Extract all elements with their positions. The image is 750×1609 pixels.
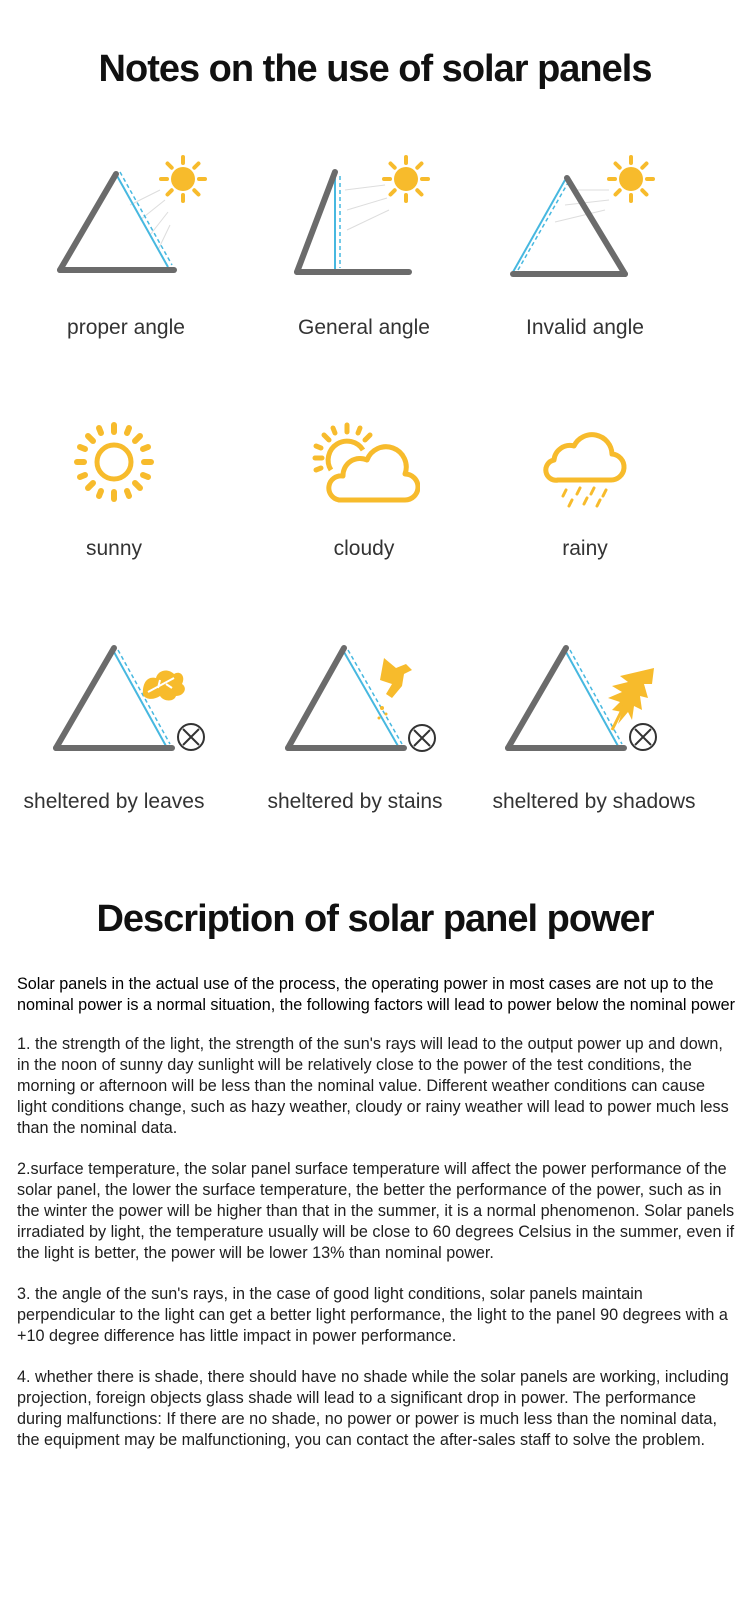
- paragraph-shade: 4. whether there is shade, there should have no shade while the solar panels are working, including projection, foreign objects glass shade will lead to a significant drop in power. The performance during malfunctions: If there are no shade, no power or power is much less than the nominal data, the equipment may be malfunctioning, you can contact the after-sales staff to solve the problem.: [17, 1368, 729, 1449]
- sun-icon: [72, 420, 156, 504]
- paragraph-surface-temperature: 2.surface temperature, the solar panel surface temperature will affect the power performance of the solar panel, the lower the surface temperature, the better the performance of the power, such as in the winter the power will be higher than that in the summer, it is a normal phenomenon. Solar panels irradiated by light, the temperature usually will be close to 60 degrees Celsius in the summer, even if the light is better, the power will be lower 13% than nominal power.: [17, 1160, 735, 1262]
- power-description-body: [17, 974, 735, 1471]
- label-invalid-angle: Invalid angle: [526, 316, 644, 339]
- notes-title: Notes on the use of solar panels: [98, 48, 652, 90]
- leaf-icon: [48, 640, 218, 755]
- tree-icon: [500, 640, 670, 755]
- paragraph-light-strength: 1. the strength of the light, the strength of the sun's rays will lead to the output power up and down, in the noon of sunny day sunlight will be relatively close to the power of the test conditions, the morning or afternoon will be less than the nominal value. Different weather conditions can cause light conditions change, such as hazy weather, cloudy or rainy weather will lead to power much less than the nominal data.: [17, 1035, 729, 1137]
- sun-cloud-icon: [305, 420, 420, 508]
- intro-paragraph: Solar panels in the actual use of the process, the operating power in most cases are not up to the nominal power is a normal situation, the following factors will lead to power below the nominal power: [17, 975, 736, 1014]
- label-general-angle: General angle: [298, 316, 430, 339]
- label-sheltered-stains: sheltered by stains: [267, 790, 443, 813]
- label-sheltered-shadows: sheltered by shadows: [492, 790, 696, 813]
- power-description-title: Description of solar panel power: [96, 898, 654, 940]
- panel-invalid-angle-icon: [505, 150, 665, 280]
- label-sheltered-leaves: sheltered by leaves: [23, 790, 205, 813]
- label-cloudy: cloudy: [333, 537, 395, 560]
- paragraph-sun-angle: 3. the angle of the sun's rays, in the case of good light conditions, solar panels maintain perpendicular to the light can get a better light performance, the light to the panel 90 degrees with a +10 degree difference has little impact in power performance.: [17, 1285, 728, 1345]
- label-proper-angle: proper angle: [67, 316, 185, 339]
- panel-general-angle-icon: [285, 150, 445, 280]
- label-sunny: sunny: [85, 537, 143, 560]
- rain-cloud-icon: [540, 430, 630, 512]
- panel-proper-angle-icon: [50, 150, 210, 280]
- label-rainy: rainy: [562, 537, 608, 560]
- bird-icon: [280, 640, 450, 755]
